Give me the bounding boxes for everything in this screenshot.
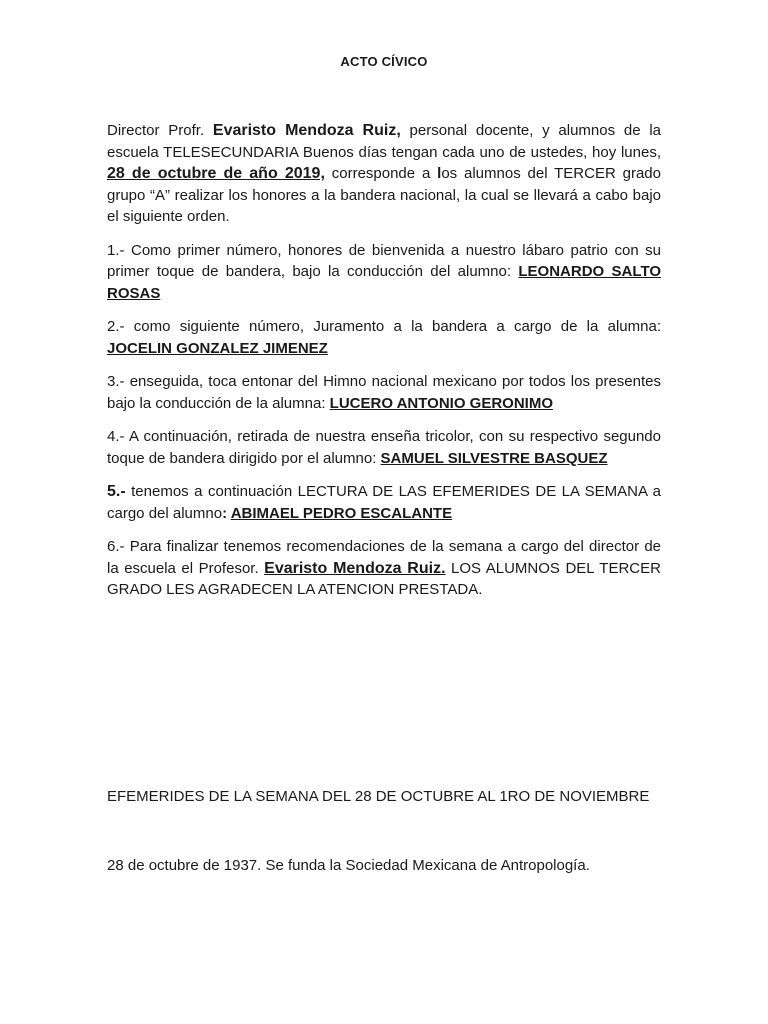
- intro-text-3: corresponde a: [324, 165, 438, 182]
- student-name: LEONARDO SALTO ROSAS: [107, 263, 662, 302]
- intro-text-1: Director Profr.: [107, 122, 213, 139]
- program-item-1: [107, 240, 661, 305]
- intro-paragraph: [107, 120, 661, 228]
- item-number: 3.-: [107, 373, 125, 390]
- director-name-closing: Evaristo Mendoza Ruiz.: [264, 559, 446, 577]
- efemerides-entry: 28 de octubre de 1937. Se funda la Sociedad Mexicana de Antropología.: [107, 857, 590, 874]
- intro-text-4: os alumnos del TERCER grado grupo “A” realizar los honores a la bandera nacional, la cual se llevará a cabo bajo el siguiente orden.: [107, 165, 661, 225]
- item-text: tenemos a continuación LECTURA DE LAS EFEMERIDES DE LA SEMANA a cargo del alumno: [107, 483, 661, 522]
- closing-text: LOS ALUMNOS DEL TERCER GRADO LES AGRADECEN LA ATENCION PRESTADA.: [107, 559, 661, 598]
- document-title: ACTO CÍVICO: [340, 54, 428, 69]
- item-text: enseguida, toca entonar del Himno nacional mexicano por todos los presentes bajo la conducción de la alumna:: [107, 373, 661, 412]
- item-number: 1.-: [107, 241, 125, 259]
- item-number: 4.-: [107, 428, 125, 445]
- program-item-4: [107, 426, 661, 469]
- efemerides-heading: EFEMERIDES DE LA SEMANA DEL 28 DE OCTUBRE AL 1RO DE NOVIEMBRE: [107, 788, 650, 805]
- student-name: SAMUEL SILVESTRE BASQUEZ: [380, 449, 608, 467]
- program-item-5: [107, 481, 661, 524]
- student-name: JOCELIN GONZALEZ JIMENEZ: [107, 339, 328, 357]
- item-number: 6.-: [107, 538, 125, 555]
- program-item-3: [107, 371, 661, 414]
- student-name: ABIMAEL PEDRO ESCALANTE: [230, 504, 453, 522]
- item-number: 2.-: [107, 318, 125, 335]
- student-name: LUCERO ANTONIO GERONIMO: [329, 394, 553, 412]
- program-item-2: [107, 316, 661, 359]
- item-text: A continuación, retirada de nuestra enseña tricolor, con su respectivo segundo toque de bandera dirigido por el alumno:: [107, 428, 661, 467]
- program-item-6: [107, 536, 661, 601]
- intro-bold-letter: l: [437, 165, 442, 182]
- item-text: como siguiente número, Juramento a la bandera a cargo de la alumna:: [124, 318, 661, 335]
- item-text: Como primer número, honores de bienvenida a nuestro lábaro patrio con su primer toque de bandera, bajo la conducción del alumno:: [107, 241, 661, 280]
- document-body: [107, 120, 661, 613]
- intro-text-2: personal docente, y alumnos de la escuela TELESECUNDARIA Buenos días tengan cada uno de ustedes, hoy lunes,: [107, 122, 661, 161]
- ceremony-date: 28 de octubre de año 2019,: [107, 165, 325, 182]
- director-name: Evaristo Mendoza Ruiz,: [212, 122, 401, 139]
- item-text: Para finalizar tenemos recomendaciones de la semana a cargo del director de la escuela el Profesor.: [107, 538, 661, 577]
- item-colon: :: [222, 504, 231, 522]
- item-number: 5.-: [107, 483, 126, 500]
